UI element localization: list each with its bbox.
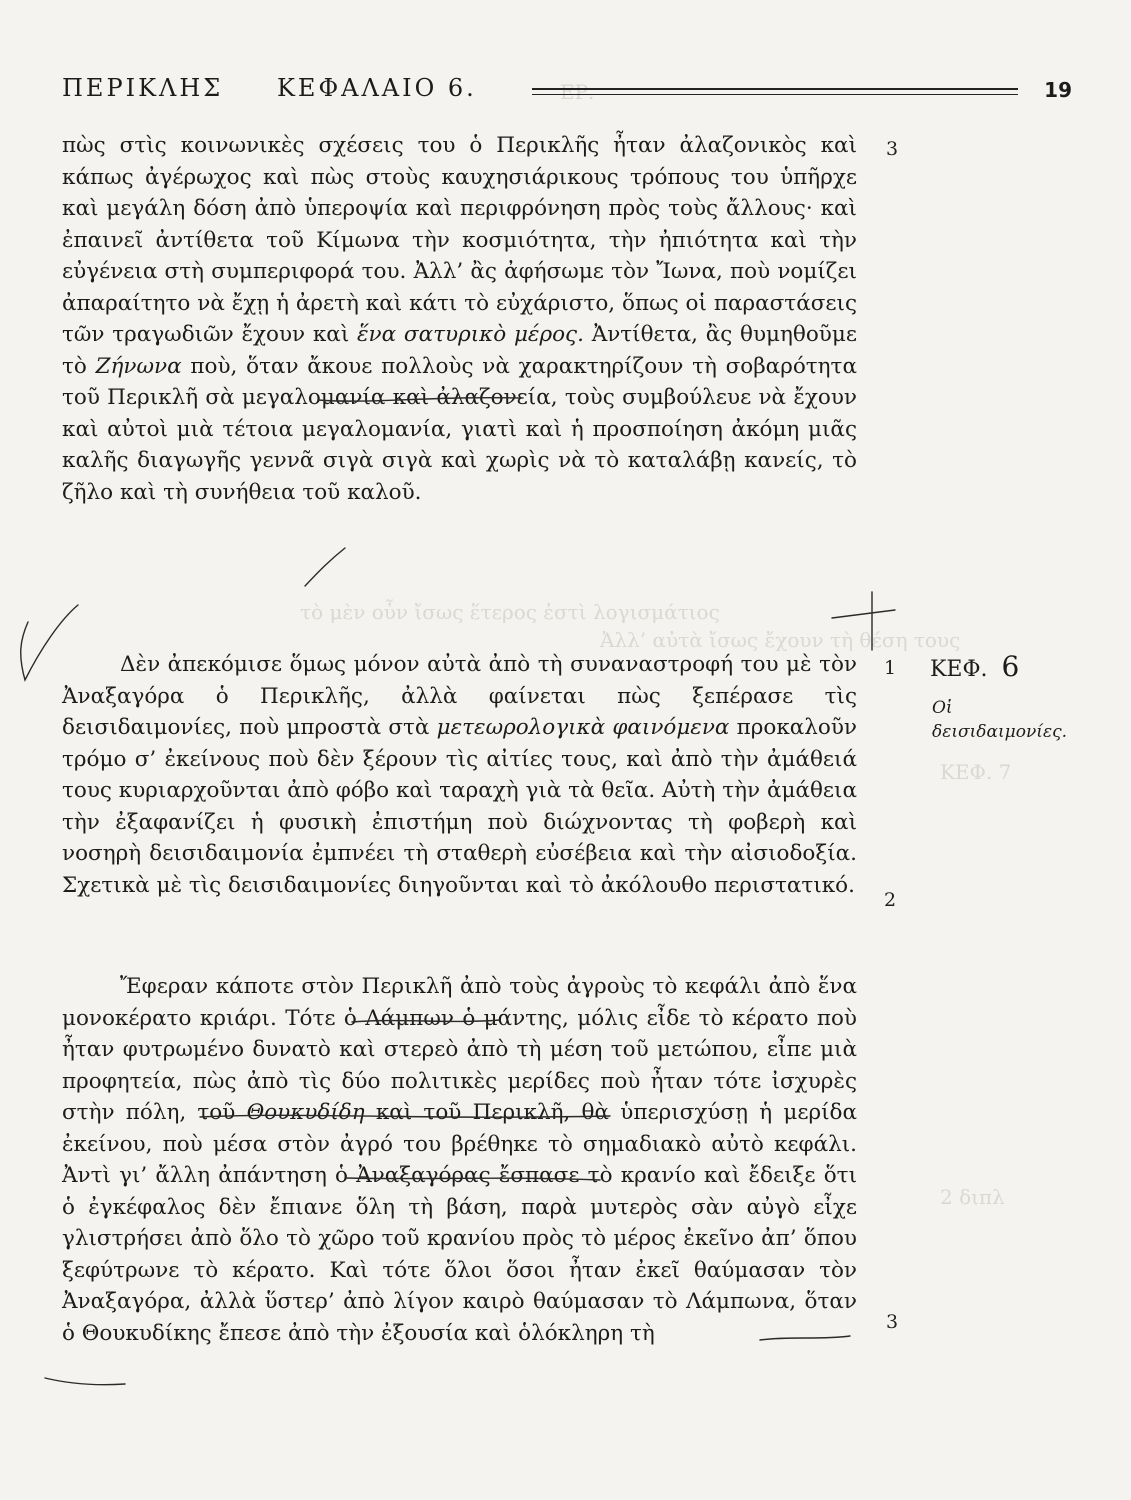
underline-mark: [200, 1115, 610, 1117]
line-number: 1: [884, 657, 897, 679]
running-title: ΠΕΡΙΚΛΗΣ: [62, 74, 224, 102]
text-run: πὼς στὶς κοινωνικὲς σχέσεις του ὁ Περικλῆς ἦταν ἀλαζονικὸς καὶ κάπως ἀγέρωχος καὶ πὼς στοὺς καυχησιάρικους τρόπους του ὑπῆρχε καὶ μεγάλη δόση ἀπὸ ὑπεροψία καὶ περιφρόνηση πρὸς τοὺς ἄλλους· καὶ ἐπαινεῖ ἀντίθετα τοῦ Κίμωνα τὴν κοσμιότητα, τὴν ἠπιότητα καὶ τὴν εὐγένεια στὴ συμπεριφορά του. Ἀλλ’ ἂς ἀφήσωμε τὸν Ἴωνα, ποὺ νομίζει ἀπαραίτητο νὰ ἔχῃ ἡ ἀρετὴ καὶ κάτι τὸ εὐχάριστο, ὅπως οἱ παραστάσεις τῶν τραγωδιῶν ἔχουν καὶ: [62, 133, 857, 347]
margin-heading-number: 6: [1001, 650, 1020, 683]
underline-mark: [305, 548, 345, 586]
text-run: προκαλοῦν τρόμο σ’ ἐκείνους ποὺ δὲν ξέρουν τὶς αἰτίες τους, καὶ ἀπὸ τὴν ἀμάθειά τους κυριαρχοῦνται ἀπὸ φόβο καὶ ταραχὴ γιὰ τὰ θεῖα. Αὐτὴ τὴν ἀμάθεια τὴν ἐξαφανίζει ἡ φυσικὴ ἐπιστήμη ποὺ διώχνοντας τὴ φοβερὴ καὶ νοσηρὴ δεισιδαιμονία ἐμπνέει τὴ σταθερὴ εὐσέβεια καὶ τὴν αἰσιοδοξία. Σχετικὰ μὲ τὶς δεισιδαιμονίες διηγοῦνται καὶ τὸ ἀκόλουθο περιστατικό.: [62, 715, 857, 898]
italic-phrase: Ζήνωνα: [95, 353, 182, 379]
show-through-text: 2 διπλ: [940, 1185, 1005, 1209]
show-through-text: ΚΕΦ. 7: [940, 760, 1012, 784]
line-number: 3: [886, 138, 899, 160]
show-through-text: ΕΡ.: [560, 80, 595, 104]
show-through-text: Ἀλλ’ αὐτὰ ἴσως ἔχουν τὴ θέση τους: [600, 628, 961, 652]
underline-mark: [45, 1378, 125, 1385]
text-run: Ἔφεραν κάποτε στὸν Περικλῆ ἀπὸ τοὺς ἀγροὺς τὸ κεφάλι ἀπὸ ἕνα μονοκέρατο κριάρι. Τότε ὁ Λάμπων ὁ μάντης, μόλις εἶδε τὸ κέρατο ποὺ ἦταν φυτρωμένο δυνατὸ καὶ στερεὸ ἀπὸ τὴ μέση τοῦ μετώπου, εἶπε μιὰ προφητεία, πὼς ἀπὸ τὶς δύο πολιτικὲς μερίδες ποὺ ἦταν τότε ἰσχυρὲς στὴν πόλη, τοῦ: [62, 974, 857, 1125]
italic-phrase: ἕνα σατυρικὸ μέρος.: [357, 322, 584, 347]
line-number: 2: [884, 889, 897, 911]
italic-phrase: μετεωρολογικὰ φαινόμενα: [436, 715, 730, 740]
text-run: ποὺ, ὅταν ἄκουε πολλοὺς νὰ χαρακτηρίζουν τὴ σοβαρότητα τοῦ Περικλῆ σὰ μεγαλομανία καὶ ἀλαζονεία, τοὺς συμβούλευε νὰ ἔχουν καὶ αὐτοὶ μιὰ τέτοια μεγαλομανία, γιατὶ καὶ ἡ προσποίηση ἀκόμη μιᾶς καλῆς διαγωγῆς γεννᾶ σιγὰ σιγὰ καὶ χωρὶς νὰ τὸ καταλάβῃ κανείς, τὸ ζῆλο καὶ τὴ συνήθεια τοῦ καλοῦ.: [62, 353, 857, 505]
margin-subtitle: Οἱ δεισιδαιμονίες.: [932, 698, 1068, 742]
underline-mark: [352, 1020, 500, 1022]
underline-mark: [345, 1178, 600, 1180]
margin-heading-label: ΚΕΦ.: [930, 657, 988, 682]
chapter-label: ΚΕΦΑΛΑΙΟ 6.: [277, 74, 477, 102]
text-run: Δὲν ἀπεκόμισε ὅμως μόνον αὐτὰ ἀπὸ τὴ συναναστροφή του μὲ τὸν Ἀναξαγόρα ὁ Περικλῆς, ἀλλὰ φαίνεται πὼς ξεπέρασε τὶς δεισιδαιμονίες, ποὺ μπροστὰ στὰ: [62, 652, 857, 740]
text-run: καὶ τοῦ Περικλῆ, θὰ ὑπερισχύσῃ ἡ μερίδα ἐκείνου, ποὺ μέσα στὸν ἀγρό του βρέθηκε τὸ σημαδιακὸ αὐτὸ κεφάλι. Ἀντὶ γι’ ἄλλη ἀπάντηση ὁ Ἀναξαγόρας ἔσπασε τὸ κρανίο καὶ ἔδειξε ὅτι ὁ ἐγκέφαλος δὲν ἔπιανε ὅλη τὴ βάση, παρὰ μυτερὸς σὰν αὐγὸ εἶχε γλιστρήσει ἀπὸ ὅλο τὸ χῶρο τοῦ κρανίου πρὸς τὸ μέρος ἐκεῖνο ἀπ’ ὅπου ξεφύτρωνε τὸ κέρατο. Καὶ τότε ὅλοι ὅσοι ἦταν ἐκεῖ θαύμασαν τὸν Ἀναξαγόρα, ἀλλὰ ὕστερ’ ἀπὸ λίγον καιρὸ θαύμασαν τὸ Λάμπωνα, ὅταν ὁ Θουκυδίκης ἔπεσε ἀπὸ τὴν ἐξουσία καὶ ὁλόκληρη τὴ: [62, 1100, 857, 1346]
page-number: 19: [1044, 78, 1072, 102]
italic-phrase: Θουκυδίδη: [246, 1100, 365, 1125]
underline-mark: [760, 1336, 850, 1340]
check-mark: [21, 605, 78, 680]
underline-mark: [318, 398, 520, 401]
text-run: Ἀντίθετα, ἂς θυμηθοῦμε τὸ: [62, 322, 857, 379]
show-through-text: τὸ μὲν οὖν ἴσως ἕτερος ἐστὶ λογισμάτιος: [300, 600, 720, 624]
cross-mark: [832, 610, 895, 618]
line-number: 3: [886, 1311, 899, 1333]
